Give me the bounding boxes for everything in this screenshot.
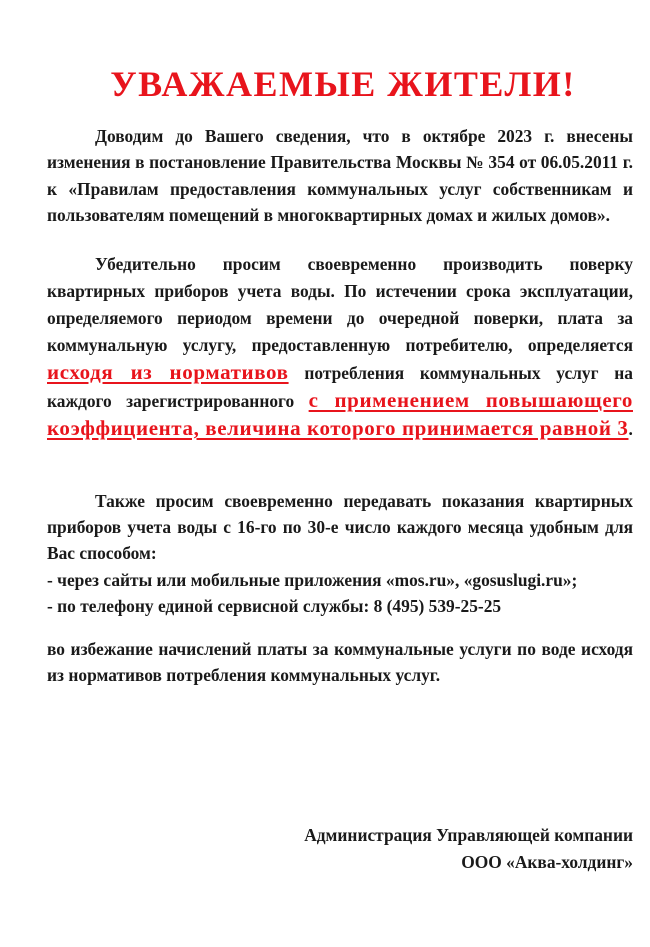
highlight-coefficient: с применением повышающего коэффициента, величина которого принимается равной 3	[47, 387, 633, 440]
paragraph-meter-verification	[47, 251, 633, 443]
paragraph-avoid-charges: во избежание начислений платы за коммунальные услуги по воде исходя из нормативов потребления коммунальных услуг.	[47, 638, 633, 686]
paragraph-regulation-text: Доводим до Вашего сведения, что в октябре 2023 г. внесены изменения в постановление Правительства Москвы № 354 от 06.05.2011 г. к «Правилам предоставления коммунальных услуг собственникам и пользователям помещений в многоквартирных домах и жилых домов».	[47, 126, 633, 226]
paragraph-verification-text: Убедительно просим своевременно производить поверку квартирных приборов учета воды. По истечении срока эксплуатации, определяемого периодом времени до очередной поверки, плата за коммунальную услугу, предоставленную потребителю, определяется	[47, 253, 633, 355]
paragraph-readings-submission	[47, 488, 633, 620]
paragraph-indent	[47, 254, 95, 274]
notice-title: УВАЖАЕМЫЕ ЖИТЕЛИ!	[110, 64, 576, 104]
signature-administration: Администрация Управляющей компании	[304, 825, 633, 845]
signature-block	[304, 822, 633, 876]
submission-method-websites: - через сайты или мобильные приложения «mos.ru», «gosuslugi.ru»;	[47, 569, 578, 590]
paragraph-indent	[47, 491, 95, 511]
paragraph-readings-intro: Также просим своевременно передавать показания квартирных приборов учета воды с 16-го по 30-е число каждого месяца удобным для Вас способом:	[47, 490, 633, 564]
paragraph-indent	[47, 126, 95, 146]
paragraph-regulation-change	[47, 123, 633, 229]
highlight-normatives: исходя из нормативов	[47, 359, 289, 384]
paragraph-verification-middle: потребления коммунальных услуг на каждого зарегистрированного	[47, 362, 633, 411]
paragraph-verification-end: .	[628, 418, 633, 439]
submission-method-phone: - по телефону единой сервисной службы: 8 (495) 539-25-25	[47, 596, 502, 617]
signature-company: ООО «Аква-холдинг»	[461, 852, 633, 872]
